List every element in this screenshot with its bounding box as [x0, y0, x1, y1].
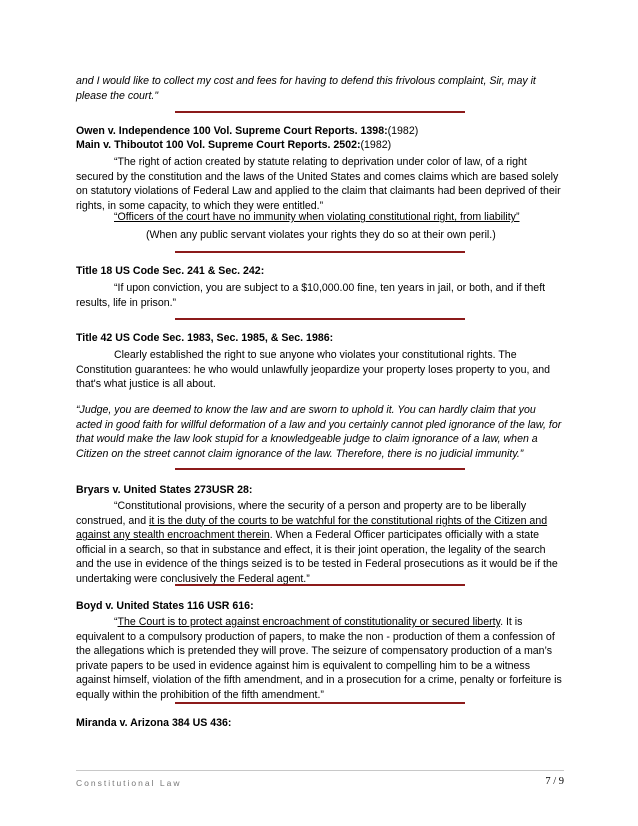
byars-heading: Bryars v. United States 273USR 28: [76, 484, 253, 496]
byars-text-pre: “Constitutional provisions, where the security of a person and property are to be liberally construed, and [76, 500, 527, 527]
title18-text: “If upon conviction, you are subject to a $10,000.00 fine, ten years in jail, or both, and if theft results, life in prison.” [76, 282, 546, 309]
officers-quote [114, 210, 564, 225]
footer-divider [76, 770, 564, 771]
owen-quote: “The right of action created by statute relating to deprivation under color of law, of a right secured by the constitution and the laws of the United States and comes claims which are based solely on statutory violations of Federal Law and applied to the claim that claimants had been deprived of their rights, in some capacity, to which they were entitled.” [76, 156, 561, 212]
byars-text [76, 499, 564, 587]
page-number: 7 / 9 [545, 776, 564, 787]
case-name: Owen v. Independence 100 Vol. Supreme Court Reports. 1398: [76, 125, 388, 137]
title42-text: Clearly established the right to sue anyone who violates your constitutional rights. The Constitution guarantees: he who would unlawfully jeopardize your property loses property to you, and that's what justice is all about. [76, 349, 551, 391]
footer-title: Constitutional Law [76, 778, 182, 788]
section-divider [175, 251, 465, 253]
byars-text-post: . When a Federal Officer participates officially with a state official in a search, so that in substance and effect, it is their joint operation, the legality of the search and the use in evidence of the things seized is to be tested in Federal prosecutions as it would be if the undertaking were conclusively the Federal agent.” [76, 529, 558, 585]
case-heading-owen [76, 124, 564, 139]
public-servant-note: (When any public servant violates your rights they do so at their own peril.) [146, 229, 496, 241]
case-name: Main v. Thiboutot 100 Vol. Supreme Court Reports. 2502: [76, 139, 361, 151]
judge-quote: “Judge, you are deemed to know the law and are sworn to uphold it. You can hardly claim that you acted in good faith for willful deformation of a law and you certainly cannot pled ignorance of the law, for that would make the law look stupid for a knowledgeable judge to claim ignorance of a law, when a Citizen on the street cannot claim ignorance of the law. Therefore, there is no judicial immunity.” [76, 404, 562, 460]
byars-text-underlined: it is the duty of the courts to be watchful for the constitutional rights of the Citizen and against any stealth encroachment therein [76, 514, 548, 542]
boyd-text-open: “ [114, 616, 118, 628]
section-divider [175, 468, 465, 470]
boyd-text-post: . It is equivalent to a compulsory production of papers, to make the non - production of them a confession of the allegations which is pretended they will prove. The seizure of compensatory production of a man’s private papers to be used in evidence against him is equivalent to compelling him to be a witness against himself, violation of the fifth amendment, and in a prosecution for a crime, penalty or forfeiture is equally within the prohibition of the fifth amendment.” [76, 616, 562, 701]
miranda-heading: Miranda v. Arizona 384 US 436: [76, 717, 232, 729]
title42-heading: Title 42 US Code Sec. 1983, Sec. 1985, & Sec. 1986: [76, 332, 334, 344]
section-divider [175, 111, 465, 113]
case-year: (1982) [387, 125, 419, 137]
section-divider [175, 702, 465, 704]
section-divider [175, 318, 465, 320]
boyd-text-underlined: The Court is to protect against encroachment of constitutionality or secured liberty [117, 616, 501, 628]
case-heading-maine [76, 138, 564, 153]
officers-quote-text: “Officers of the court have no immunity when violating constitutional right, from liability” [114, 211, 520, 223]
boyd-heading: Boyd v. United States 116 USR 616: [76, 600, 254, 612]
case-year: (1982) [360, 139, 392, 151]
title18-heading: Title 18 US Code Sec. 241 & Sec. 242: [76, 265, 265, 277]
boyd-text [76, 615, 564, 703]
section-divider [175, 584, 465, 586]
closing-paragraph: and I would like to collect my cost and fees for having to defend this frivolous complaint, Sir, may it please the court." [76, 75, 536, 102]
